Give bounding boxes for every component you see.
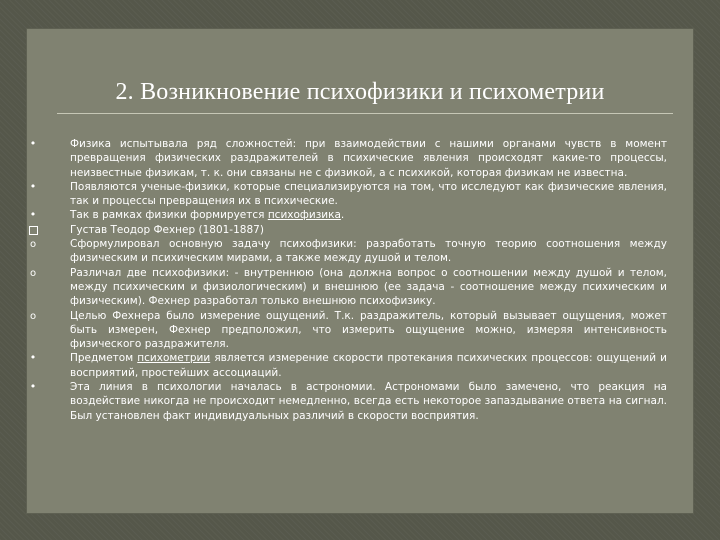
item-text-part: является измерение скорости протекания психических процессов: ощущений и восприятий, простейших ассоциаций. <box>70 352 667 379</box>
list-item <box>27 237 667 266</box>
list-item <box>27 351 667 380</box>
item-text: Различал две психофизики: - внутреннюю (она должна вопрос о соотношении между душой и телом, между психическим и физиологическим) и внешнюю (ее задача - соотношение между психическим и физическим). Фехнер разработал только внешнюю психофизику. <box>70 266 667 308</box>
title-divider <box>57 113 673 114</box>
bullet-dot-icon <box>27 380 39 394</box>
psychometry-link[interactable]: психометрии <box>137 352 211 365</box>
list-item <box>27 380 667 423</box>
item-text-part: Так в рамках физики формируется <box>70 209 268 222</box>
item-text <box>70 352 667 378</box>
slide <box>26 28 694 514</box>
list-item <box>27 223 667 237</box>
slide-title: 2. Возникновение психофизики и психометрии <box>115 79 605 105</box>
list-item <box>27 208 667 222</box>
item-text: Физика испытывала ряд сложностей: при взаимодействии с нашими органами чувств в момент превращения физических раздражителей в психические явления происходят какие-то процессы, неизвестные физикам, т. к. они связаны не с физикой, а с психикой, которая физикам не известна. <box>70 138 667 179</box>
item-text: Сформулировал основную задачу психофизики: разработать точную теорию соотношения между физическим и психическим мирами, а также между душой и телом. <box>70 238 667 265</box>
item-text: Густав Теодор Фехнер (1801-1887) <box>70 223 264 236</box>
item-text: Эта линия в психологии началась в астрономии. Астрономами было замечено, что реакция на воздействие никогда не происходит немедленно, всегда есть некоторое запаздывание ответа на сигнал. Был установлен факт индивидуальных различий в скорости восприятия. <box>70 381 667 422</box>
bullet-dot-icon <box>27 208 39 222</box>
bullet-circle-icon <box>27 309 39 324</box>
item-text: Целью Фехнера было измерение ощущений. Т.к. раздражитель, который вызывает ощущения, может быть измерен, Фехнер предположил, что измерить ощущение можно, измеряя интенсивность физического раздражителя. <box>70 309 667 351</box>
psychophysics-link[interactable]: психофизика <box>267 209 341 222</box>
list-item <box>27 309 667 352</box>
list-item <box>27 180 667 209</box>
bullet-dot-icon <box>27 351 39 365</box>
bullet-dot-icon <box>27 180 39 194</box>
bullet-circle-icon <box>27 237 39 252</box>
list-item <box>27 137 667 180</box>
item-text-part: . <box>340 209 345 222</box>
list-item <box>27 266 667 309</box>
item-text <box>70 209 344 221</box>
bullet-dot-icon <box>27 137 39 151</box>
bullet-list <box>27 137 667 423</box>
bullet-circle-icon <box>27 266 39 281</box>
item-text: Появляются ученые-физики, которые специализируются на том, что исследуют как физические явления, так и процессы превращения их в психические. <box>70 180 667 208</box>
item-text-part: Предметом <box>70 352 138 365</box>
